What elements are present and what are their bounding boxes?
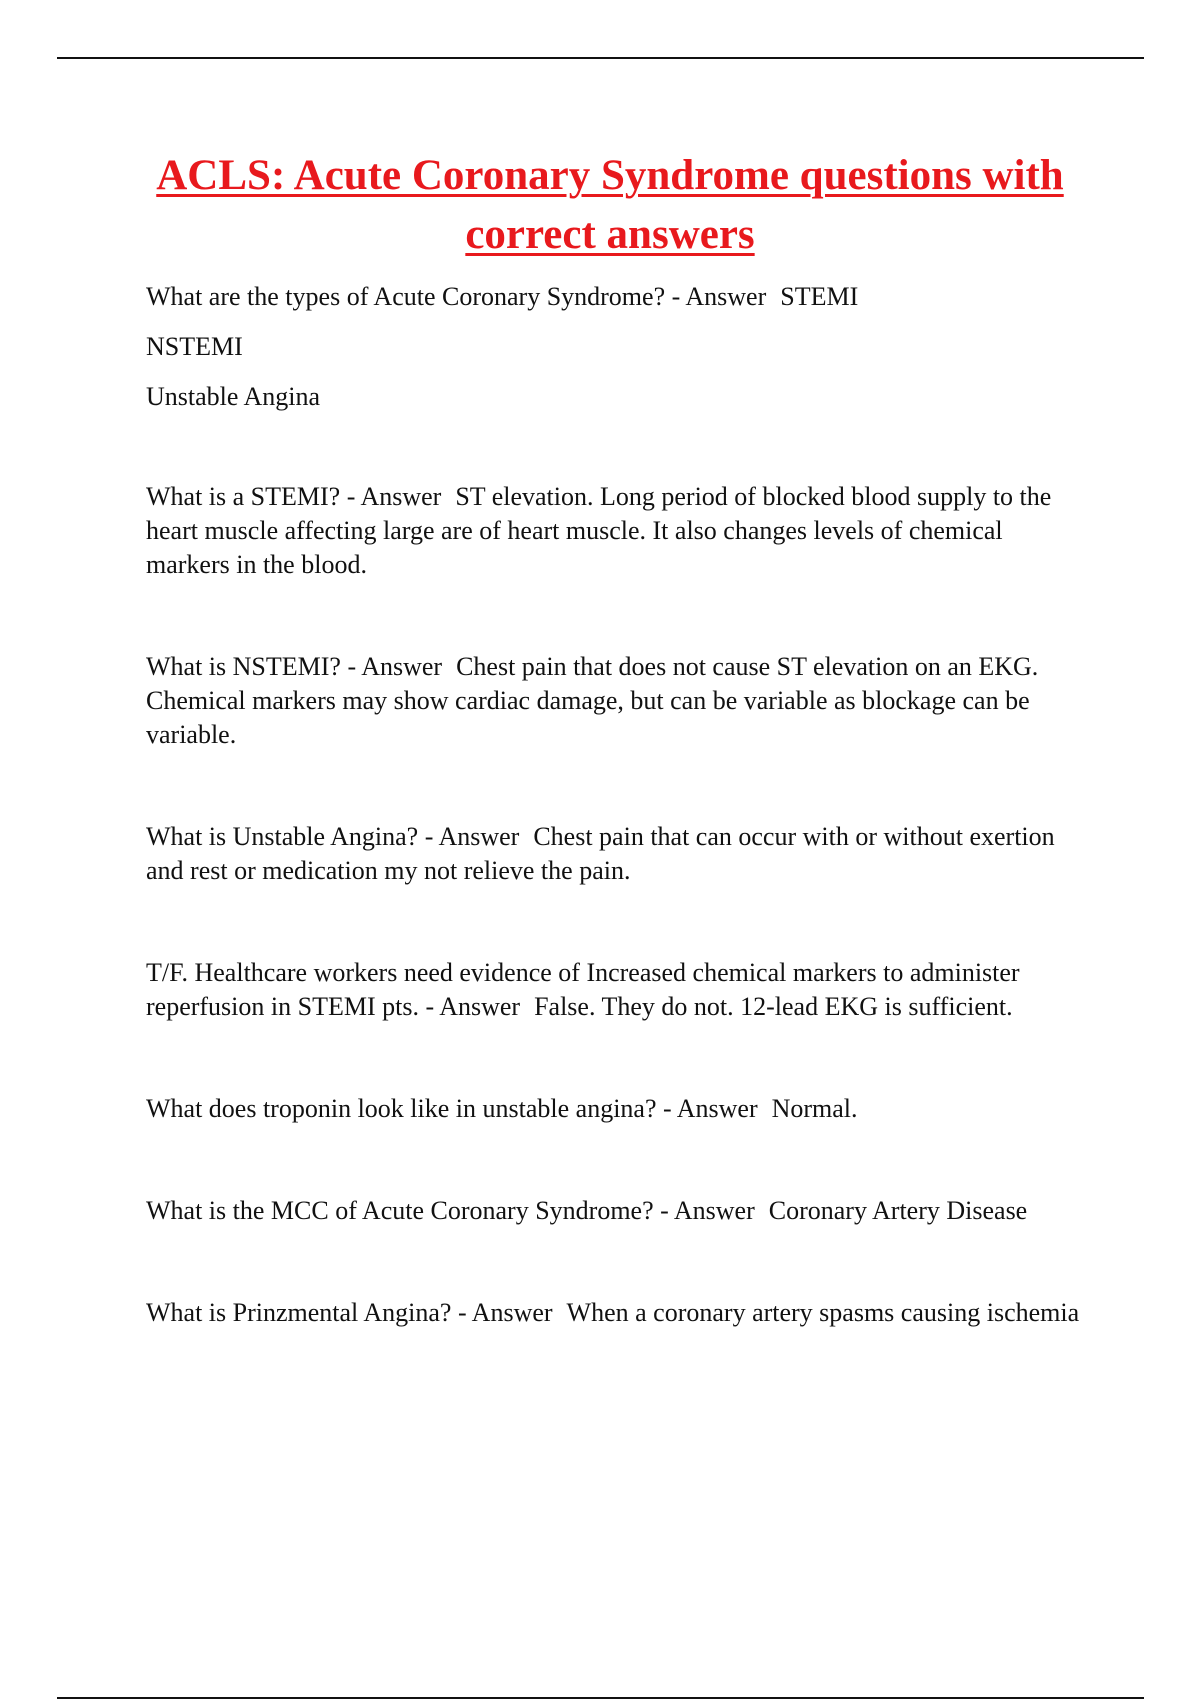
answer-continuation-line: Unstable Angina [146,382,321,411]
answer-text: Chest pain that can occur with or without exertion and rest or medication my not relieve the pain. [146,822,1055,885]
qa-item-nstemi [146,650,1086,752]
header-rule [57,57,1144,59]
answer-text: ST elevation. Long period of blocked blood supply to the heart muscle affecting large are of heart muscle. It also changes levels of chemical markers in the blood. [146,482,1052,579]
answer-label: Answer [471,1298,553,1327]
qa-item-troponin [146,1092,1086,1126]
answer-label: Answer [438,822,520,851]
question-text: T/F. Healthcare workers need evidence of Increased chemical markers to administer reperfusion in STEMI pts. - [146,958,1020,1021]
question-text: What is Prinzmental Angina? - [146,1298,472,1327]
answer-text: STEMI [780,282,859,311]
question-text: What does troponin look like in unstable angina? - [146,1094,677,1123]
qa-item-unstable-angina [146,820,1086,888]
answer-label: Answer [676,1094,758,1123]
qa-list [146,280,1086,1330]
answer-text: False. They do not. 12-lead EKG is sufficient. [534,992,1013,1021]
answer-text: When a coronary artery spasms causing ischemia [566,1298,1080,1327]
answer-text: Coronary Artery Disease [768,1196,1028,1225]
answer-continuation-line: NSTEMI [146,332,243,361]
question-text: What is the MCC of Acute Coronary Syndrome? - [146,1196,674,1225]
question-text: What are the types of Acute Coronary Syndrome? - [146,282,685,311]
answer-label: Answer [361,652,443,681]
answer-label: Answer [439,992,521,1021]
answer-label: Answer [673,1196,755,1225]
qa-item-stemi [146,480,1086,582]
question-text: What is a STEMI? - [146,482,360,511]
qa-item-mcc [146,1194,1086,1228]
question-text: What is Unstable Angina? - [146,822,438,851]
answer-label: Answer [360,482,442,511]
qa-item-reperfusion [146,956,1086,1024]
page-title: ACLS: Acute Coronary Syndrome questions with correct answers [156,152,1064,258]
qa-item-types [146,280,1086,314]
answer-label: Answer [685,282,767,311]
qa-item-prinzmental [146,1296,1086,1330]
question-text: What is NSTEMI? - [146,652,361,681]
answer-text: Normal. [771,1094,858,1123]
answer-text: Chest pain that does not cause ST elevation on an EKG. Chemical markers may show cardiac damage, but can be variable as blockage can be variable. [146,652,1039,749]
footer-rule [57,1697,1144,1699]
